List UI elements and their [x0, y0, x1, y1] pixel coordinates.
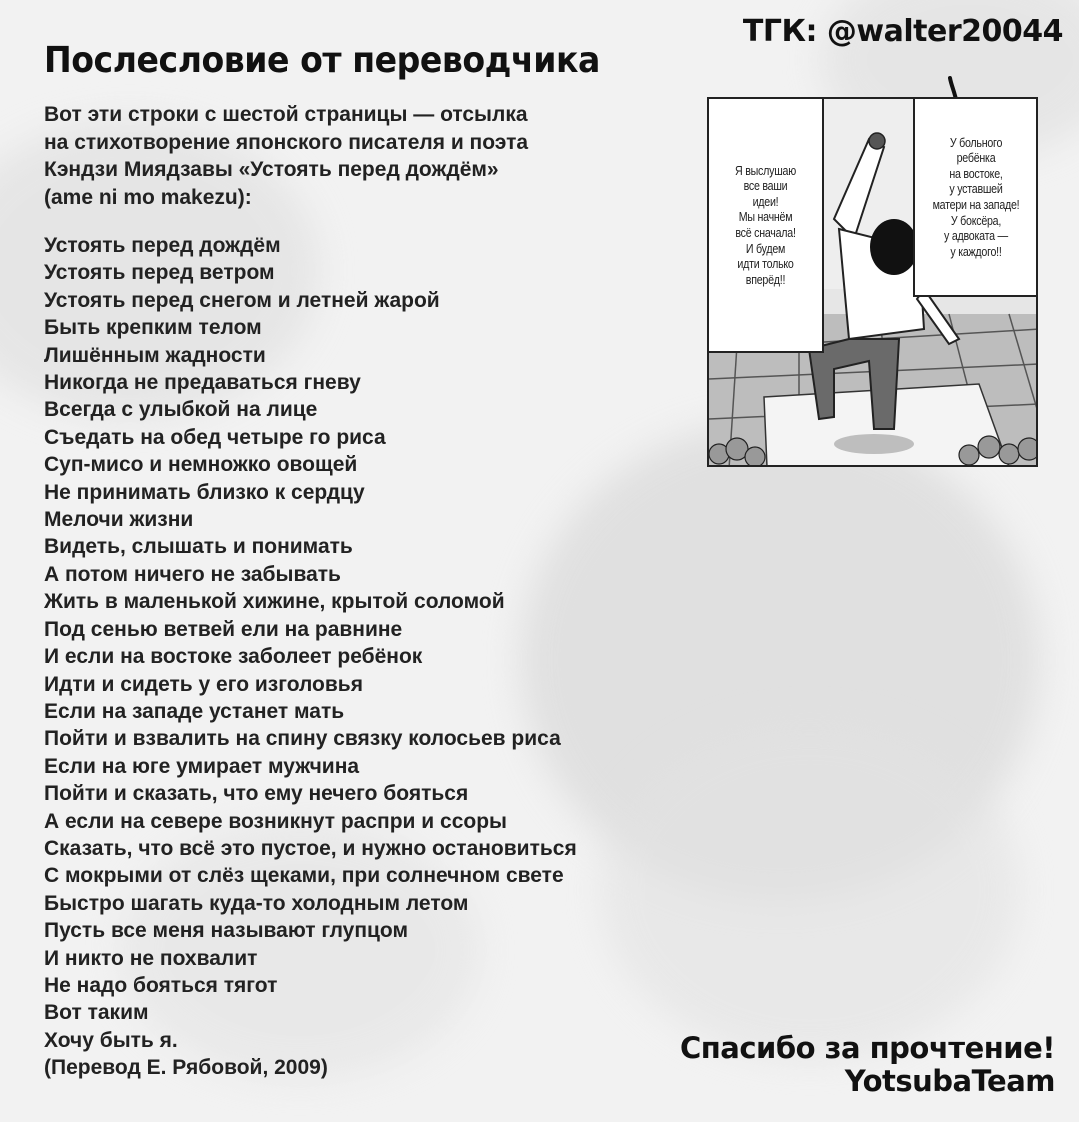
poem-line: Пойти и взвалить на спину связку колосьев риса — [44, 727, 561, 751]
poem-line: Не надо бояться тягот — [44, 973, 278, 997]
poem-line: И никто не похвалит — [44, 946, 258, 970]
poem-line: Быстро шагать куда-то холодным летом — [44, 891, 469, 915]
poem-line: Вот таким — [44, 1001, 149, 1025]
poem-line: Устоять перед дождём — [44, 234, 281, 257]
bubble-line: у уставшей — [949, 181, 1003, 197]
manga-panel — [707, 97, 1038, 467]
poem-line: Пойти и сказать, что ему нечего бояться — [44, 782, 469, 806]
bubble-line: Я выслушаю — [735, 162, 796, 178]
intro-line: (ame ni mo makezu): — [44, 185, 252, 209]
poem-line: Всегда с улыбкой на лице — [44, 398, 318, 422]
poem-line: А если на севере возникнут распри и ссоры — [44, 809, 507, 833]
poem-line: А потом ничего не забывать — [44, 562, 341, 586]
bubble-line: У больного ребёнка — [949, 134, 1003, 166]
team-name: YotsubaTeam — [844, 1064, 1055, 1098]
poem-line: И если на востоке заболеет ребёнок — [44, 645, 423, 669]
intro-paragraph — [44, 101, 664, 211]
bubble-line: У боксёра, — [950, 212, 1002, 228]
poem-line: Под сенью ветвей ели на равнине — [44, 617, 403, 641]
page-title: Послесловие от переводчика — [44, 40, 600, 81]
bubble-line: вперёд!! — [745, 271, 786, 287]
bubble-line: идеи! — [752, 193, 779, 209]
poem — [44, 232, 577, 1082]
bubble-line: идти только — [737, 256, 794, 272]
poem-line: Суп-мисо и немножко овощей — [44, 453, 358, 477]
bubble-line: всё сначала! — [735, 225, 796, 240]
intro-line: Вот эти строки с шестой страницы — отсылка — [44, 103, 528, 126]
poem-line: Сказать, что всё это пустое, и нужно остановиться — [44, 836, 577, 860]
bubble-line: у адвоката — — [944, 228, 1008, 244]
intro-line: Кэндзи Миядзавы «Устоять перед дождём» — [44, 158, 499, 181]
bubble-line: Мы начнём — [738, 209, 793, 225]
speech-bubble-right — [913, 97, 1038, 297]
intro-line: на стихотворение японского писателя и поэта — [44, 130, 529, 154]
background-blur — [600, 720, 1020, 1060]
poem-line: Не принимать близко к сердцу — [44, 480, 365, 504]
closing-note — [680, 1032, 1055, 1098]
poem-line: Устоять перед снегом и летней жарой — [44, 288, 440, 312]
bubble-line: у каждого!! — [950, 243, 1002, 259]
speech-bubble-left — [707, 97, 824, 353]
poem-line: С мокрыми от слёз щеками, при солнечном свете — [44, 864, 564, 888]
poem-line: Быть крепким телом — [44, 316, 262, 340]
poem-line: Мелочи жизни — [44, 508, 194, 532]
poem-line: Съедать на обед четыре го риса — [44, 425, 386, 449]
poem-line: Хочу быть я. — [44, 1028, 178, 1052]
channel-tag: ТГК: @walter20044 — [742, 14, 1063, 49]
bubble-line: И будем — [745, 240, 786, 256]
poem-line: Видеть, слышать и понимать — [44, 535, 353, 559]
poem-line: Идти и сидеть у его изголовья — [44, 672, 363, 696]
poem-credit: (Перевод Е. Рябовой, 2009) — [44, 1056, 328, 1080]
poem-line: Жить в маленькой хижине, крытой соломой — [44, 590, 505, 614]
poem-line: Пусть все меня называют глупцом — [44, 919, 409, 943]
poem-line: Если на западе устанет мать — [44, 699, 345, 723]
poem-line: Никогда не предаваться гневу — [44, 371, 361, 395]
bubble-line: на востоке, — [949, 165, 1003, 181]
poem-line: Устоять перед ветром — [44, 261, 275, 285]
bubble-line: все ваши — [743, 178, 788, 194]
poem-line: Лишённым жадности — [44, 343, 266, 367]
thanks-text: Спасибо за прочтение! — [679, 1031, 1055, 1065]
poem-line: Если на юге умирает мужчина — [44, 754, 360, 778]
bubble-line: матери на западе! — [932, 197, 1020, 212]
